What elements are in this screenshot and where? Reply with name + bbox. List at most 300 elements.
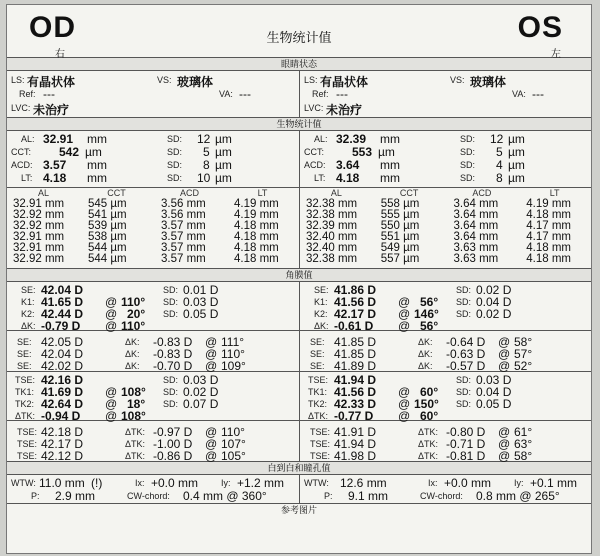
table-cell: 32.92 mm bbox=[13, 209, 65, 221]
row-at: @ bbox=[498, 347, 511, 361]
os-sd-tk2-value: 0.05 D bbox=[476, 397, 512, 411]
os-wtw bbox=[299, 475, 591, 503]
os-ls-label: LS: bbox=[304, 75, 318, 85]
os-sd-tse-label: SD: bbox=[456, 375, 472, 385]
od-iy-label: Iy: bbox=[221, 478, 231, 488]
row-value: 42.04 D bbox=[41, 347, 84, 361]
table-cell: 3.57 mm bbox=[161, 220, 206, 232]
table-row bbox=[7, 254, 299, 265]
os-cw-label: CW-chord: bbox=[420, 491, 463, 501]
od-sd-k1-label: SD: bbox=[163, 297, 179, 307]
table-cell: 32.38 mm bbox=[306, 209, 358, 221]
os-k2-label: K2: bbox=[314, 309, 328, 319]
table-cell: 3.64 mm bbox=[453, 231, 499, 243]
wtw-row bbox=[7, 475, 591, 504]
os-sd-k1-label: SD: bbox=[456, 297, 472, 307]
os-ls-value: 有晶状体 bbox=[320, 75, 369, 89]
os-tk1-label: TK1: bbox=[308, 387, 328, 397]
od-biometry-summary bbox=[7, 131, 299, 187]
table-cell: 32.38 mm bbox=[306, 198, 358, 210]
table-cell: 541 µm bbox=[88, 209, 127, 221]
row-value: 41.91 D bbox=[334, 425, 377, 439]
table-cell: 3.64 mm bbox=[453, 198, 499, 210]
row-axis: 61° bbox=[514, 425, 533, 439]
os-tk2-value: 42.33 D bbox=[334, 397, 377, 411]
os-acd-unit: mm bbox=[380, 158, 400, 172]
os-al-label: AL: bbox=[314, 134, 328, 144]
row-at: @ bbox=[498, 335, 511, 349]
od-sd-al-value: 12 bbox=[197, 132, 211, 146]
os-tk1-value: 41.56 D bbox=[334, 385, 377, 399]
row-at: @ bbox=[498, 359, 511, 373]
table-cell: 32.91 mm bbox=[13, 231, 65, 243]
row-label: SE: bbox=[310, 337, 325, 347]
od-dtk-at: @ bbox=[105, 409, 118, 423]
row-value: 41.94 D bbox=[334, 437, 377, 451]
od-p-value: 2.9 mm bbox=[55, 489, 96, 503]
os-wtw-label: WTW: bbox=[304, 478, 329, 488]
os-keratometry-summary bbox=[299, 282, 591, 333]
report-header bbox=[7, 5, 591, 58]
table-cell: 549 µm bbox=[380, 242, 420, 254]
row-delta-label: ΔK: bbox=[125, 361, 140, 371]
os-col-acd: ACD bbox=[472, 188, 492, 198]
table-cell: 3.63 mm bbox=[453, 242, 499, 254]
row-delta-label: ΔK: bbox=[418, 337, 433, 347]
od-dk-label: ΔK: bbox=[21, 321, 36, 331]
os-sd-se-label: SD: bbox=[456, 285, 472, 295]
od-k2-axis: 20° bbox=[127, 307, 146, 321]
page-title: 生物统计值 bbox=[266, 30, 332, 45]
od-total-keratometry-rows bbox=[7, 421, 299, 461]
os-sd-lt-value: 8 bbox=[496, 171, 503, 185]
os-col-al: AL bbox=[330, 188, 342, 198]
os-biometry-summary bbox=[299, 131, 591, 187]
os-tk2-label: TK2: bbox=[308, 399, 328, 409]
eye-status-row bbox=[7, 71, 591, 118]
row-axis: 105° bbox=[221, 449, 246, 463]
od-vs-label: VS: bbox=[157, 75, 172, 85]
od-col-al: AL bbox=[37, 188, 49, 198]
od-al-value: 32.91 bbox=[43, 132, 74, 146]
table-cell: 32.91 mm bbox=[13, 198, 65, 210]
os-col-lt: LT bbox=[549, 188, 560, 198]
row-delta-value: -0.83 D bbox=[153, 347, 193, 361]
od-cw-label: CW-chord: bbox=[127, 491, 170, 501]
os-tk2-axis: 150° bbox=[414, 397, 439, 411]
od-p-label: P: bbox=[31, 491, 40, 501]
table-cell: 539 µm bbox=[88, 220, 127, 232]
os-col-cct: CCT bbox=[399, 188, 419, 198]
os-cct-unit: µm bbox=[378, 145, 395, 159]
od-lt-label: LT: bbox=[21, 173, 33, 183]
table-cell: 3.57 mm bbox=[161, 242, 206, 254]
od-col-acd: ACD bbox=[179, 188, 199, 198]
table-cell: 3.57 mm bbox=[161, 253, 206, 265]
os-tk1-at: @ bbox=[398, 385, 411, 399]
os-cct-value: 553 bbox=[352, 145, 373, 159]
od-k1-value: 41.65 D bbox=[41, 295, 84, 309]
row-delta-label: ΔK: bbox=[125, 337, 140, 347]
od-acd-value: 3.57 bbox=[43, 158, 67, 172]
od-col-lt: LT bbox=[257, 188, 268, 198]
total-keratometry-rows bbox=[7, 421, 591, 462]
table-cell: 4.19 mm bbox=[526, 198, 571, 210]
row-label: SE: bbox=[17, 361, 32, 371]
table-cell: 32.40 mm bbox=[306, 242, 358, 254]
od-sd-cct-label: SD: bbox=[167, 147, 183, 157]
od-sd-k1-value: 0.03 D bbox=[183, 295, 219, 309]
table-cell: 4.18 mm bbox=[526, 253, 571, 265]
table-cell: 3.56 mm bbox=[161, 198, 206, 210]
row-axis: 109° bbox=[221, 359, 246, 373]
row-delta-value: -0.83 D bbox=[153, 335, 193, 349]
table-cell: 4.18 mm bbox=[234, 231, 279, 243]
row-delta-value: -0.64 D bbox=[446, 335, 486, 349]
os-al-value: 32.39 bbox=[336, 132, 367, 146]
table-cell: 4.18 mm bbox=[526, 209, 571, 221]
row-value: 42.05 D bbox=[41, 335, 84, 349]
os-sublabel: 左 bbox=[551, 49, 561, 60]
row-delta-label: ΔTK: bbox=[418, 451, 439, 461]
row-label: TSE: bbox=[17, 427, 38, 437]
os-iy-label: Iy: bbox=[514, 478, 524, 488]
os-al-unit: mm bbox=[380, 132, 400, 146]
biometry-report bbox=[6, 4, 592, 554]
os-k2-at: @ bbox=[398, 307, 411, 321]
row-label: TSE: bbox=[17, 439, 38, 449]
od-se-value: 42.04 D bbox=[41, 283, 84, 297]
table-cell: 4.17 mm bbox=[526, 231, 571, 243]
section-reference: 参考图片 bbox=[280, 505, 317, 515]
row-label: SE: bbox=[17, 349, 32, 359]
os-dtk-label: ΔTK: bbox=[308, 411, 329, 421]
row-at: @ bbox=[205, 347, 218, 361]
row-value: 42.12 D bbox=[41, 449, 84, 463]
os-lvc-label: LVC: bbox=[304, 103, 324, 113]
os-total-keratometry-rows bbox=[299, 421, 591, 461]
od-sd-tk1-value: 0.02 D bbox=[183, 385, 219, 399]
os-keratometry-rows bbox=[299, 331, 591, 371]
od-al-label: AL: bbox=[21, 134, 35, 144]
table-cell: 557 µm bbox=[380, 253, 420, 265]
row-axis: 107° bbox=[221, 437, 246, 451]
od-k2-at: @ bbox=[105, 307, 118, 321]
table-cell: 4.19 mm bbox=[234, 198, 279, 210]
table-cell: 544 µm bbox=[88, 253, 127, 265]
os-tse-value: 41.94 D bbox=[334, 373, 377, 387]
od-sd-al-label: SD: bbox=[167, 134, 183, 144]
od-dtk-label: ΔTK: bbox=[15, 411, 36, 421]
os-sd-al-unit: µm bbox=[508, 132, 525, 146]
table-cell: 32.39 mm bbox=[306, 220, 358, 232]
od-tk2-at: @ bbox=[105, 397, 118, 411]
os-sd-acd-label: SD: bbox=[460, 160, 476, 170]
od-ls-value: 有晶状体 bbox=[27, 75, 76, 89]
os-se-value: 41.86 D bbox=[334, 283, 377, 297]
os-table-body bbox=[300, 199, 591, 265]
od-wtw-warning: (!) bbox=[91, 476, 103, 490]
section-biometry: 生物统计值 bbox=[7, 118, 591, 131]
od-keratometry-summary bbox=[7, 282, 299, 333]
row-axis: 58° bbox=[514, 449, 533, 463]
od-iy-value: +1.2 mm bbox=[237, 476, 285, 490]
os-sd-cct-label: SD: bbox=[460, 147, 476, 157]
os-lt-unit: mm bbox=[380, 171, 400, 185]
od-vs-value: 玻璃体 bbox=[177, 75, 214, 89]
os-sd-al-label: SD: bbox=[460, 134, 476, 144]
od-tk1-axis: 108° bbox=[121, 385, 146, 399]
od-sd-tk2-label: SD: bbox=[163, 399, 179, 409]
row-label: SE: bbox=[17, 337, 32, 347]
table-cell: 4.18 mm bbox=[234, 253, 279, 265]
row-at: @ bbox=[205, 335, 218, 349]
od-ix-label: Ix: bbox=[135, 478, 145, 488]
od-wtw-value: 11.0 mm bbox=[39, 476, 85, 490]
os-cct-label: CCT: bbox=[304, 147, 324, 157]
os-ix-value: +0.0 mm bbox=[444, 476, 492, 490]
os-label: OS bbox=[517, 11, 563, 44]
os-k1-value: 41.56 D bbox=[334, 295, 377, 309]
os-dtk-at: @ bbox=[398, 409, 411, 423]
table-cell: 4.18 mm bbox=[234, 220, 279, 232]
row-label: SE: bbox=[310, 349, 325, 359]
row-at: @ bbox=[498, 449, 511, 463]
od-sd-cct-unit: µm bbox=[215, 145, 232, 159]
os-tk1-axis: 60° bbox=[420, 385, 439, 399]
od-dtk-value: -0.94 D bbox=[41, 409, 81, 423]
od-tse-value: 42.16 D bbox=[41, 373, 84, 387]
os-k1-axis: 56° bbox=[420, 295, 439, 309]
od-va-label: VA: bbox=[219, 89, 233, 99]
od-cw-value: 0.4 mm @ 360° bbox=[183, 489, 267, 503]
table-cell: 3.56 mm bbox=[161, 209, 206, 221]
table-cell: 32.92 mm bbox=[13, 253, 65, 265]
od-sd-tse-label: SD: bbox=[163, 375, 179, 385]
od-lt-value: 4.18 bbox=[43, 171, 67, 185]
os-wtw-value: 12.6 mm bbox=[340, 476, 387, 490]
od-sd-tk2-value: 0.07 D bbox=[183, 397, 219, 411]
os-k2-value: 42.17 D bbox=[334, 307, 377, 321]
os-vs-value: 玻璃体 bbox=[470, 75, 507, 89]
os-sd-se-value: 0.02 D bbox=[476, 283, 512, 297]
os-sd-k1-value: 0.04 D bbox=[476, 295, 512, 309]
os-dk-axis: 56° bbox=[420, 319, 439, 333]
os-ix-label: Ix: bbox=[428, 478, 438, 488]
od-acd-label: ACD: bbox=[11, 160, 33, 170]
os-sd-cct-unit: µm bbox=[508, 145, 525, 159]
od-acd-unit: mm bbox=[87, 158, 107, 172]
os-dtk-axis: 60° bbox=[420, 409, 439, 423]
od-tk2-label: TK2: bbox=[15, 399, 35, 409]
table-cell: 558 µm bbox=[380, 198, 420, 210]
row-at: @ bbox=[205, 425, 218, 439]
row-delta-value: -0.71 D bbox=[446, 437, 486, 451]
row-axis: 52° bbox=[514, 359, 533, 373]
table-cell: 544 µm bbox=[88, 242, 127, 254]
os-p-label: P: bbox=[324, 491, 333, 501]
od-ix-value: +0.0 mm bbox=[151, 476, 199, 490]
os-k2-axis: 146° bbox=[414, 307, 439, 321]
row-value: 41.89 D bbox=[334, 359, 377, 373]
os-sd-al-value: 12 bbox=[490, 132, 504, 146]
row-value: 41.85 D bbox=[334, 335, 377, 349]
os-vs-label: VS: bbox=[450, 75, 465, 85]
table-cell: 550 µm bbox=[380, 220, 420, 232]
od-table-body bbox=[7, 199, 299, 265]
od-dk-value: -0.79 D bbox=[41, 319, 81, 333]
od-status bbox=[7, 71, 299, 117]
table-cell: 32.38 mm bbox=[306, 253, 358, 265]
os-cw-value: 0.8 mm @ 265° bbox=[476, 489, 560, 503]
row-axis: 63° bbox=[514, 437, 533, 451]
os-sd-tk1-label: SD: bbox=[456, 387, 472, 397]
os-iy-value: +0.1 mm bbox=[530, 476, 578, 490]
measurement-table-row bbox=[7, 188, 591, 269]
od-total-keratometry-summary bbox=[7, 372, 299, 423]
table-cell: 3.64 mm bbox=[453, 220, 499, 232]
os-ref-value: --- bbox=[336, 87, 348, 101]
os-sd-cct-value: 5 bbox=[496, 145, 503, 159]
od-k1-at: @ bbox=[105, 295, 118, 309]
os-sd-acd-unit: µm bbox=[508, 158, 525, 172]
od-sd-acd-value: 8 bbox=[203, 158, 210, 172]
table-cell: 3.63 mm bbox=[453, 253, 499, 265]
row-delta-label: ΔK: bbox=[125, 349, 140, 359]
od-k2-value: 42.44 D bbox=[41, 307, 84, 321]
row-label: SE: bbox=[310, 361, 325, 371]
row-delta-label: ΔTK: bbox=[125, 427, 146, 437]
od-sublabel: 右 bbox=[55, 49, 65, 60]
od-ref-label: Ref: bbox=[19, 89, 36, 99]
od-k1-axis: 110° bbox=[121, 295, 146, 309]
os-status bbox=[299, 71, 591, 117]
row-label: TSE: bbox=[17, 451, 38, 461]
os-k1-at: @ bbox=[398, 295, 411, 309]
od-keratometry-rows bbox=[7, 331, 299, 371]
table-cell: 3.64 mm bbox=[453, 209, 499, 221]
os-lt-value: 4.18 bbox=[336, 171, 360, 185]
od-lvc-label: LVC: bbox=[11, 103, 31, 113]
table-cell: 32.40 mm bbox=[306, 231, 358, 243]
od-dk-at: @ bbox=[105, 319, 118, 333]
table-cell: 4.17 mm bbox=[526, 220, 571, 232]
od-sd-k2-label: SD: bbox=[163, 309, 179, 319]
table-cell: 32.91 mm bbox=[13, 242, 65, 254]
row-delta-value: -1.00 D bbox=[153, 437, 193, 451]
section-wtw: 白到白和瞳孔值 bbox=[7, 462, 591, 475]
row-delta-label: ΔK: bbox=[418, 361, 433, 371]
od-sd-lt-unit: µm bbox=[215, 171, 232, 185]
od-sd-acd-unit: µm bbox=[215, 158, 232, 172]
od-lt-unit: mm bbox=[87, 171, 107, 185]
row-at: @ bbox=[205, 449, 218, 463]
row-axis: 111° bbox=[221, 335, 245, 349]
row-delta-value: -0.57 D bbox=[446, 359, 486, 373]
row-delta-value: -0.86 D bbox=[153, 449, 193, 463]
od-cct-value: 542 bbox=[59, 145, 80, 159]
os-lt-label: LT: bbox=[314, 173, 326, 183]
od-sd-se-value: 0.01 D bbox=[183, 283, 219, 297]
row-axis: 58° bbox=[514, 335, 533, 349]
os-sd-tk1-value: 0.04 D bbox=[476, 385, 512, 399]
table-cell: 3.57 mm bbox=[161, 231, 206, 243]
row-delta-value: -0.97 D bbox=[153, 425, 193, 439]
os-sd-tse-value: 0.03 D bbox=[476, 373, 512, 387]
os-tse-label: TSE: bbox=[308, 375, 329, 385]
od-va-value: --- bbox=[239, 87, 251, 101]
table-cell: 538 µm bbox=[88, 231, 127, 243]
row-label: TSE: bbox=[310, 427, 331, 437]
os-total-keratometry-summary bbox=[299, 372, 591, 423]
row-at: @ bbox=[205, 437, 218, 451]
row-value: 42.02 D bbox=[41, 359, 84, 373]
row-value: 41.98 D bbox=[334, 449, 377, 463]
od-sd-tse-value: 0.03 D bbox=[183, 373, 219, 387]
row-axis: 110° bbox=[221, 425, 245, 439]
od-measurement-table bbox=[7, 188, 299, 268]
row-delta-value: -0.63 D bbox=[446, 347, 486, 361]
os-p-value: 9.1 mm bbox=[348, 489, 389, 503]
od-tk1-label: TK1: bbox=[15, 387, 35, 397]
od-se-label: SE: bbox=[21, 285, 36, 295]
od-tk1-at: @ bbox=[105, 385, 118, 399]
row-axis: 110° bbox=[221, 347, 245, 361]
os-sd-lt-label: SD: bbox=[460, 173, 476, 183]
os-acd-label: ACD: bbox=[304, 160, 326, 170]
row-delta-label: ΔTK: bbox=[125, 439, 146, 449]
od-sd-acd-label: SD: bbox=[167, 160, 183, 170]
od-sd-lt-value: 10 bbox=[197, 171, 211, 185]
od-tk2-value: 42.64 D bbox=[41, 397, 84, 411]
od-sd-cct-value: 5 bbox=[203, 145, 210, 159]
table-cell: 545 µm bbox=[88, 198, 127, 210]
od-ls-label: LS: bbox=[11, 75, 25, 85]
row-delta-label: ΔTK: bbox=[125, 451, 146, 461]
od-label: OD bbox=[29, 11, 76, 44]
table-cell: 4.18 mm bbox=[526, 242, 571, 254]
os-lvc-value: 未治疗 bbox=[326, 103, 363, 117]
od-tk1-value: 41.69 D bbox=[41, 385, 84, 399]
od-k1-label: K1: bbox=[21, 297, 35, 307]
row-delta-value: -0.80 D bbox=[446, 425, 486, 439]
od-dk-axis: 110° bbox=[121, 319, 146, 333]
od-al-unit: mm bbox=[87, 132, 107, 146]
biometry-summary-row bbox=[7, 131, 591, 188]
od-ref-value: --- bbox=[43, 87, 55, 101]
od-cct-label: CCT: bbox=[11, 147, 31, 157]
row-delta-value: -0.81 D bbox=[446, 449, 486, 463]
table-cell: 4.18 mm bbox=[234, 242, 279, 254]
row-label: TSE: bbox=[310, 439, 331, 449]
od-col-cct: CCT bbox=[107, 188, 126, 198]
row-label: TSE: bbox=[310, 451, 331, 461]
row-delta-label: ΔTK: bbox=[418, 439, 439, 449]
row-at: @ bbox=[205, 359, 218, 373]
row-at: @ bbox=[498, 437, 511, 451]
od-sd-se-label: SD: bbox=[163, 285, 179, 295]
row-delta-label: ΔTK: bbox=[418, 427, 439, 437]
os-measurement-table bbox=[299, 188, 591, 268]
os-tk2-at: @ bbox=[398, 397, 411, 411]
od-sd-lt-label: SD: bbox=[167, 173, 183, 183]
od-sd-al-unit: µm bbox=[215, 132, 232, 146]
row-delta-label: ΔK: bbox=[418, 349, 433, 359]
table-cell: 32.92 mm bbox=[13, 220, 65, 232]
od-tse-label: TSE: bbox=[15, 375, 36, 385]
od-dtk-axis: 108° bbox=[121, 409, 146, 423]
os-se-label: SE: bbox=[314, 285, 329, 295]
